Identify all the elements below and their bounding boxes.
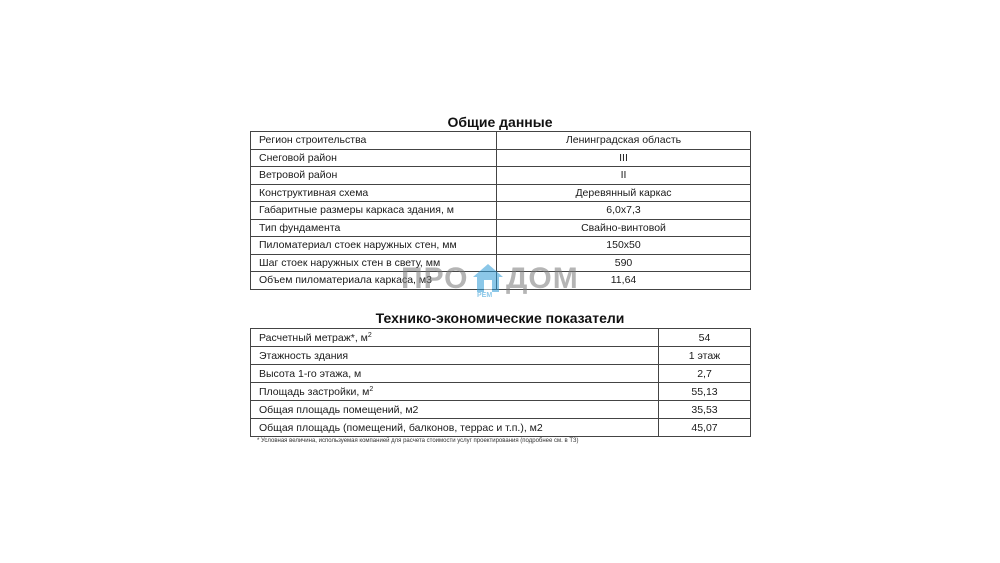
row-value: 45,07 xyxy=(659,419,751,437)
table-row xyxy=(251,365,751,383)
row-label-cell xyxy=(251,383,659,401)
row-label-cell xyxy=(251,329,659,347)
row-value: Ленинградская область xyxy=(497,132,751,150)
row-value: III xyxy=(497,149,751,167)
row-value: 55,13 xyxy=(659,383,751,401)
row-label: Высота 1-го этажа, м xyxy=(251,365,659,383)
general-data-title: Общие данные xyxy=(447,114,553,130)
table-row xyxy=(251,202,751,220)
row-value: 35,53 xyxy=(659,401,751,419)
unit-superscript: 2 xyxy=(369,385,374,393)
table-row xyxy=(251,167,751,185)
row-label: Ветровой район xyxy=(251,167,497,185)
watermark-logo xyxy=(401,262,601,302)
row-value: 6,0х7,3 xyxy=(497,202,751,220)
row-label: Конструктивная схема xyxy=(251,184,497,202)
table-row xyxy=(251,149,751,167)
row-label: Этажность здания xyxy=(251,347,659,365)
logo-subtext: РЕМ xyxy=(477,292,493,299)
footnote: * Условная величина, используемая компанией для расчета стоимости услуг проектирования (подробнее см. в ТЗ) xyxy=(257,438,579,444)
table-row xyxy=(251,329,751,347)
unit-superscript: 2 xyxy=(367,331,372,339)
row-label: Общая площадь (помещений, балконов, террас и т.п.), м2 xyxy=(251,419,659,437)
row-label: Общая площадь помещений, м2 xyxy=(251,401,659,419)
table-row xyxy=(251,347,751,365)
row-value: Свайно-винтовой xyxy=(497,219,751,237)
row-label: Объем пиломатериала каркаса, м3 xyxy=(251,272,497,290)
row-value: 54 xyxy=(659,329,751,347)
row-label: Тип фундамента xyxy=(251,219,497,237)
table-row xyxy=(251,419,751,437)
row-value: 150х50 xyxy=(497,237,751,255)
row-label: Снеговой район xyxy=(251,149,497,167)
table-row xyxy=(251,219,751,237)
tech-indicators-title: Технико-экономические показатели xyxy=(375,310,625,326)
logo-word-right: ДОМ xyxy=(506,262,579,295)
row-value: 11,64 xyxy=(497,272,751,290)
row-value: II xyxy=(497,167,751,185)
tech-indicators-table xyxy=(250,328,751,437)
row-label: Пиломатериал стоек наружных стен, мм xyxy=(251,237,497,255)
table-row xyxy=(251,132,751,150)
logo-word-left: ПРО xyxy=(401,262,469,295)
table-row xyxy=(251,401,751,419)
row-value: Деревянный каркас xyxy=(497,184,751,202)
row-label: Расчетный метраж*, м xyxy=(259,331,368,344)
row-value: 590 xyxy=(497,254,751,272)
table-row xyxy=(251,383,751,401)
table-row xyxy=(251,237,751,255)
row-value: 2,7 xyxy=(659,365,751,383)
row-label: Площадь застройки, м xyxy=(259,385,370,398)
row-label: Шаг стоек наружных стен в свету, мм xyxy=(251,254,497,272)
table-row xyxy=(251,184,751,202)
row-value: 1 этаж xyxy=(659,347,751,365)
row-label: Регион строительства xyxy=(251,132,497,150)
row-label: Габаритные размеры каркаса здания, м xyxy=(251,202,497,220)
